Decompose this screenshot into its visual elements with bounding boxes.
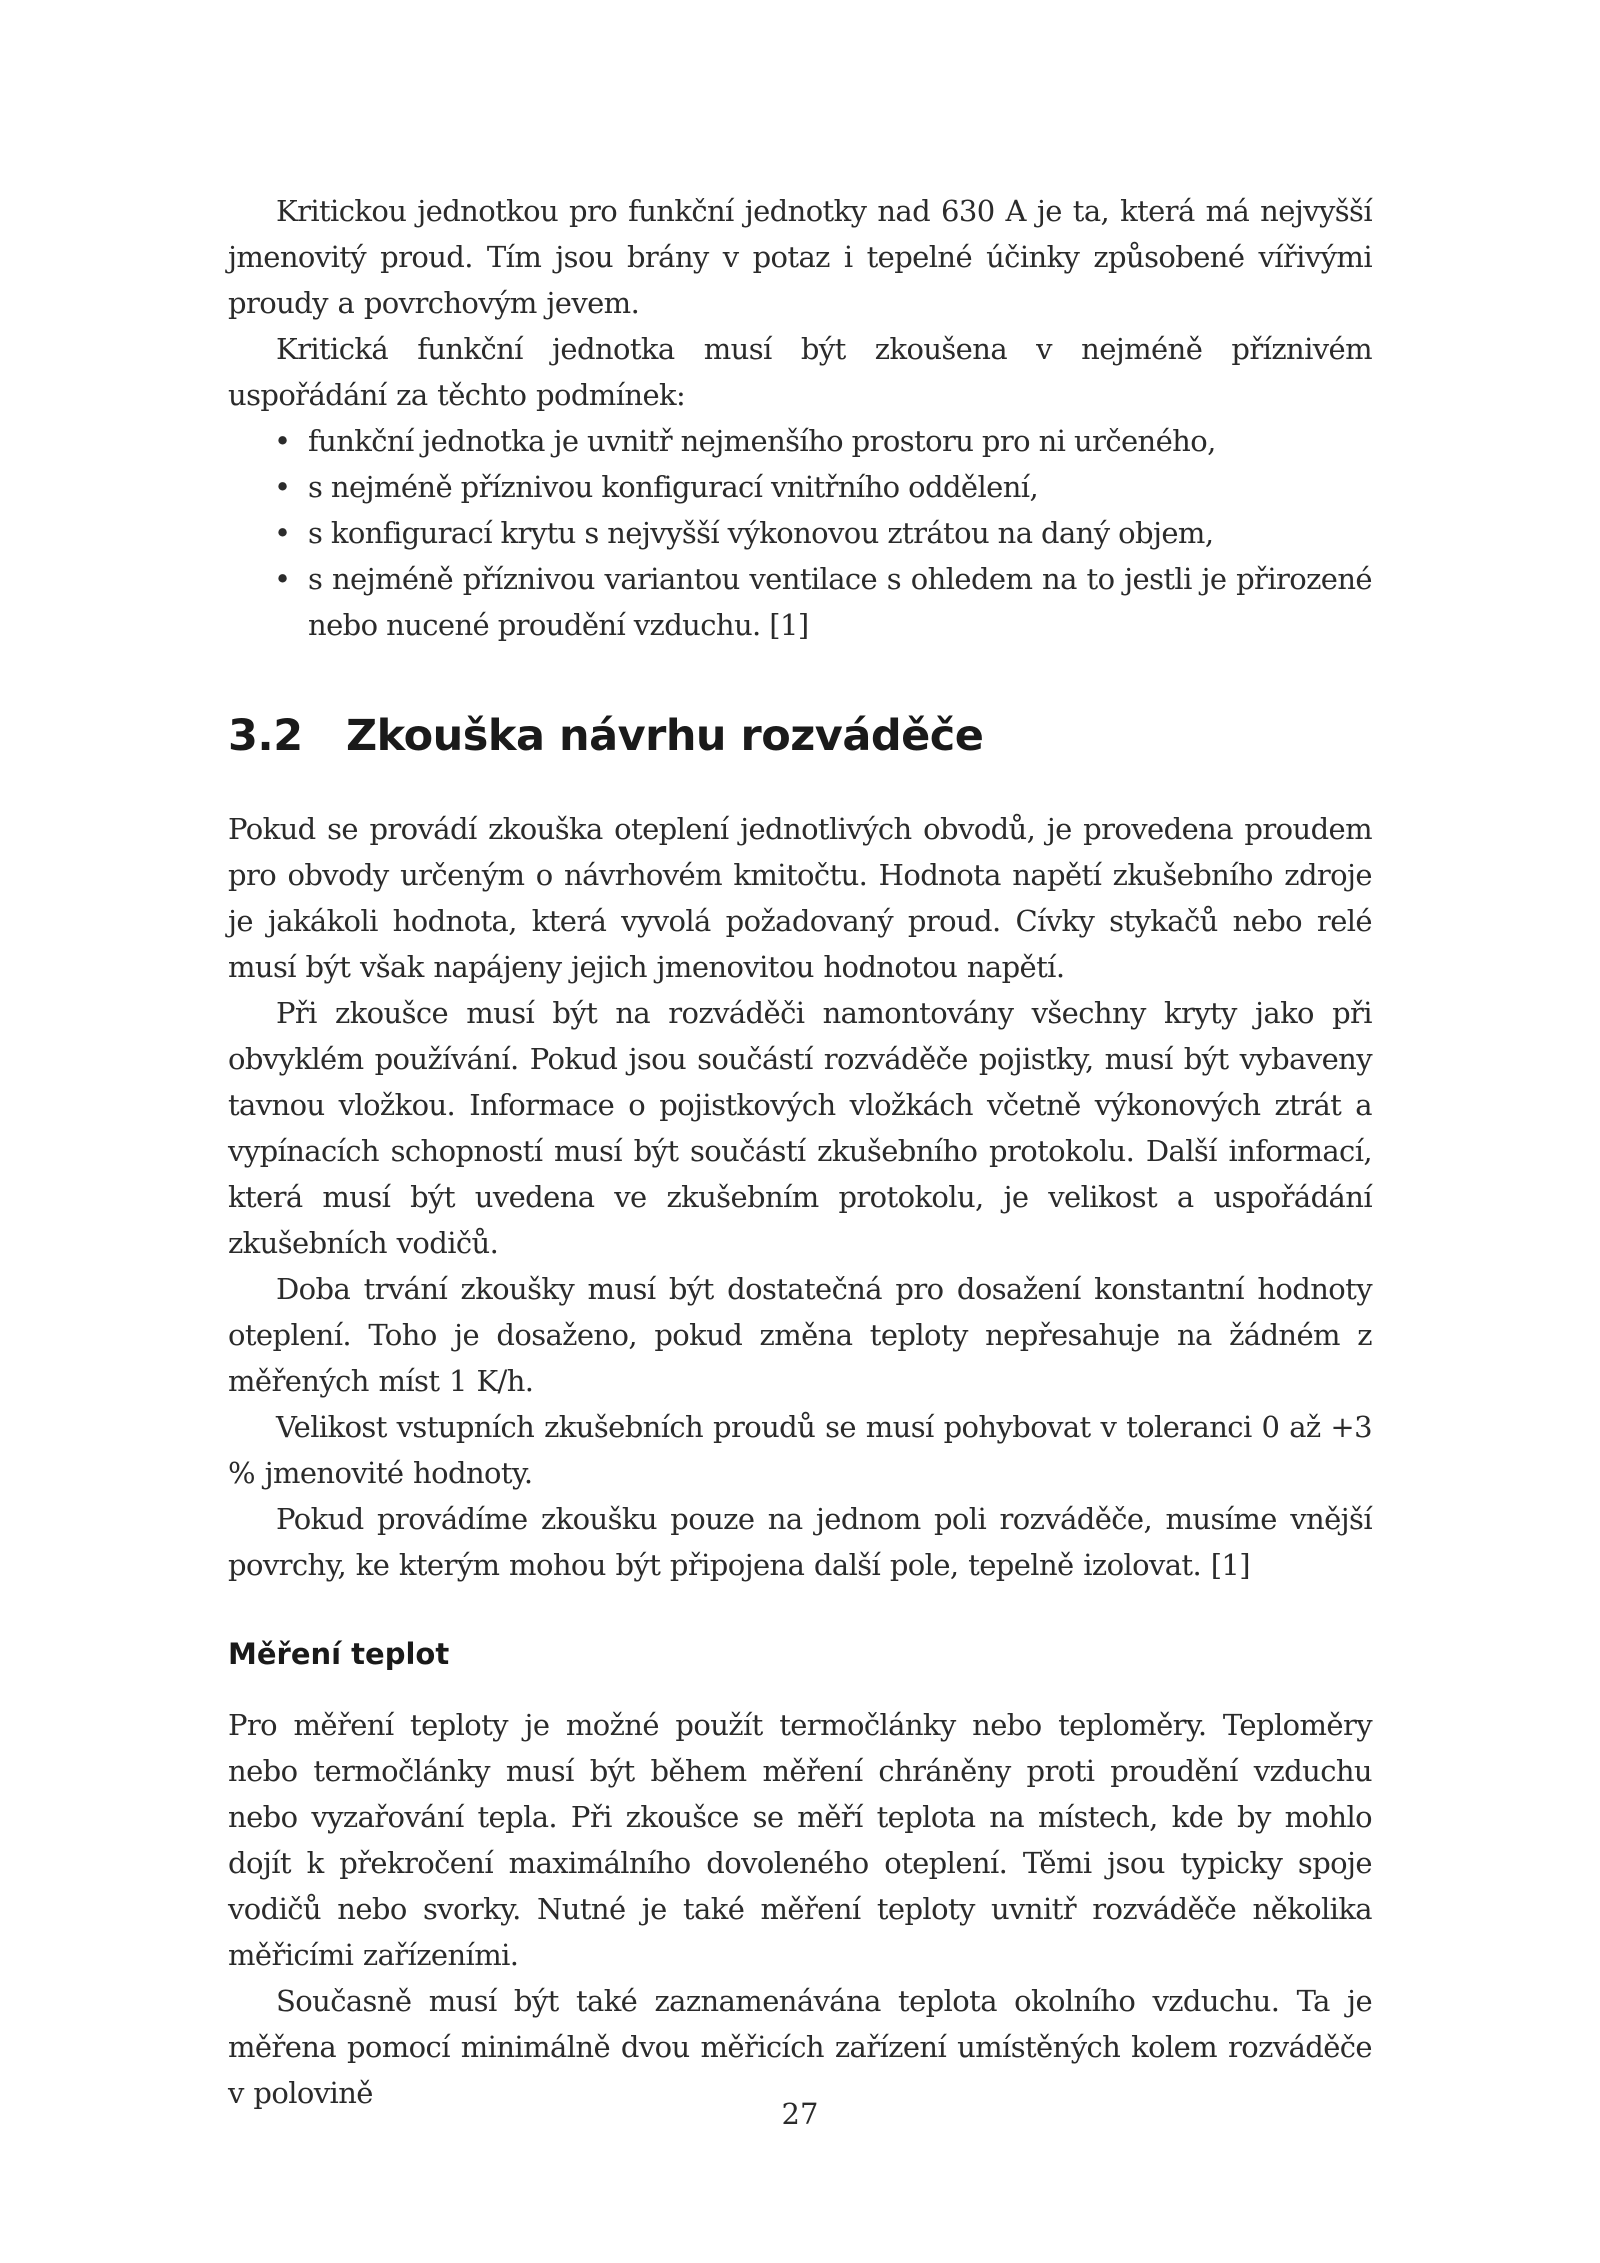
paragraph: Při zkoušce musí být na rozváděči namontovány všechny kryty jako při obvyklém používání. Pokud jsou součástí rozváděče pojistky, musí být vybaveny tavnou vložkou. Informace o pojistkových vložkách včetně výkonových ztrát a vypínacích schopností musí být součástí zkušebního protokolu. Další informací, která musí být uvedena ve zkušebním protokolu, je velikost a uspořádání zkušebních vodičů. xyxy=(228,996,1372,1260)
bullet-icon: • xyxy=(274,562,291,596)
paragraph: Pro měření teploty je možné použít termočlánky nebo teploměry. Teploměry nebo termočlánky musí být během měření chráněny proti proudění vzduchu nebo vyzařování tepla. Při zkoušce se měří teplota na místech, kde by mohlo dojít k překročení maximálního dovoleného oteplení. Těmi jsou typicky spoje vodičů nebo svorky. Nutné je také měření teploty uvnitř rozváděče několika měřicími zařízeními. xyxy=(228,1708,1372,1972)
bullet-list xyxy=(228,418,1372,648)
paragraph: Kritická funkční jednotka musí být zkoušena v nejméně příznivém uspořádání za těchto podmínek: xyxy=(228,332,1372,412)
bullet-icon: • xyxy=(274,424,291,458)
list-item xyxy=(228,418,1372,464)
paragraph: Současně musí být také zaznamenávána teplota okolního vzduchu. Ta je měřena pomocí minimálně dvou měřicích zařízení umístěných kolem rozváděče v polovině xyxy=(228,1984,1372,2110)
subsection-heading: Měření teplot xyxy=(228,1637,450,1671)
paragraph: Pokud provádíme zkoušku pouze na jednom poli rozváděče, musíme vnější povrchy, ke kterým mohou být připojena další pole, tepelně izolovat. [1] xyxy=(228,1502,1372,1582)
section-heading xyxy=(228,706,1372,766)
list-item xyxy=(228,464,1372,510)
bullet-icon: • xyxy=(274,470,291,504)
list-item xyxy=(228,556,1372,648)
paragraph: Doba trvání zkoušky musí být dostatečná pro dosažení konstantní hodnoty oteplení. Toho je dosaženo, pokud změna teploty nepřesahuje na žádném z měřených míst 1 K/h. xyxy=(228,1272,1372,1398)
paragraph: Velikost vstupních zkušebních proudů se musí pohybovat v toleranci 0 až +3 % jmenovité hodnoty. xyxy=(228,1410,1372,1490)
bullet-icon: • xyxy=(274,516,291,550)
list-item-text: s nejméně příznivou variantou ventilace s ohledem na to jestli je přirozené nebo nucené proudění vzduchu. [1] xyxy=(308,562,1372,642)
list-item-text: s konfigurací krytu s nejvyšší výkonovou ztrátou na daný objem, xyxy=(308,516,1214,550)
paragraph: Kritickou jednotkou pro funkční jednotky nad 630 A je ta, která má nejvyšší jmenovitý proud. Tím jsou brány v potaz i tepelné účinky způsobené vířivými proudy a povrchovým jevem. xyxy=(228,194,1372,320)
list-item-text: s nejméně příznivou konfigurací vnitřního oddělení, xyxy=(308,470,1039,504)
paragraph: Pokud se provádí zkouška oteplení jednotlivých obvodů, je provedena proudem pro obvody určeným o návrhovém kmitočtu. Hodnota napětí zkušebního zdroje je jakákoli hodnota, která vyvolá požadovaný proud. Cívky stykačů nebo relé musí být však napájeny jejich jmenovitou hodnotou napětí. xyxy=(228,812,1372,984)
section-number: 3.2 xyxy=(228,711,303,761)
list-item xyxy=(228,510,1372,556)
page-content xyxy=(228,188,1372,2116)
page-number: 27 xyxy=(781,2097,819,2131)
section-title: Zkouška návrhu rozváděče xyxy=(346,711,984,761)
list-item-text: funkční jednotka je uvnitř nejmenšího prostoru pro ni určeného, xyxy=(308,424,1216,458)
